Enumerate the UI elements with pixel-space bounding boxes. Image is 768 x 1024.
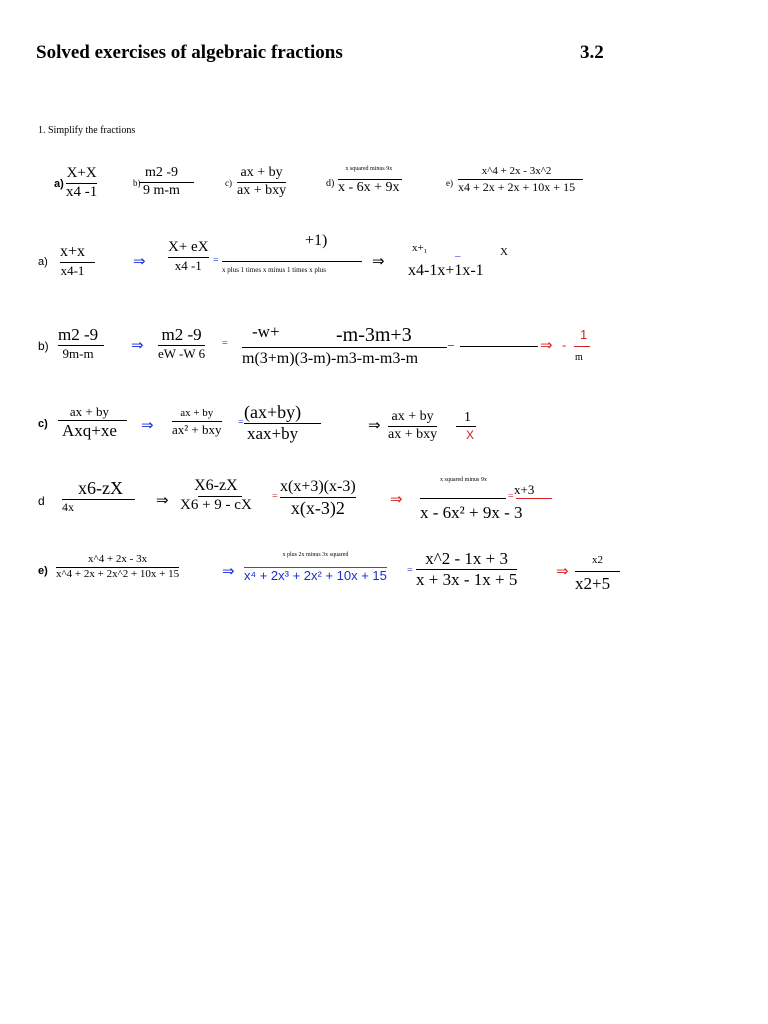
problem-d-fraction xyxy=(338,166,400,196)
solution-d-label: d xyxy=(38,494,45,508)
solution-c-step1 xyxy=(62,405,117,439)
solution-b-dash: – xyxy=(448,337,454,351)
solution-b-equals: = xyxy=(222,338,228,349)
solution-d-step4-bar xyxy=(420,498,506,499)
solution-e-arrow2: ⇒ xyxy=(556,562,569,580)
solution-e-step2 xyxy=(244,552,387,583)
solution-d-step2-numerator: X6-zX xyxy=(194,477,238,494)
solution-d-arrow: ⇒ xyxy=(156,491,169,509)
solution-a-step4-denominator: x4-1x+1x-1 xyxy=(408,262,484,279)
problem-e-fraction xyxy=(458,166,575,193)
solution-e-step1-denominator: x^4 + 2x + 2x^2 + 10x + 15 xyxy=(56,567,180,580)
problem-b-numerator: m2 -9 xyxy=(144,165,178,180)
page-title: Solved exercises of algebraic fractions xyxy=(36,42,343,63)
problem-c-denominator: ax + bxy xyxy=(237,182,287,198)
problem-a-fraction xyxy=(66,166,97,201)
solution-b-label: b) xyxy=(38,339,49,353)
solution-a-dash: – xyxy=(455,250,461,262)
solution-b-result-numerator: 1 xyxy=(580,327,588,342)
problem-d-numerator: x squared minus 9x xyxy=(345,166,393,172)
solution-c-step1-denominator: Axq+xe xyxy=(62,420,117,440)
problem-b-denominator: 9 m-m xyxy=(143,182,180,198)
solution-c-result-bar xyxy=(456,426,476,427)
solution-e-step1-numerator: x^4 + 2x - 3x xyxy=(88,553,148,565)
solution-c-step2-denominator: ax² + bxy xyxy=(172,421,222,437)
solution-d-arrow2: ⇒ xyxy=(390,490,403,508)
solution-b-step2-numerator: m2 -9 xyxy=(161,325,202,344)
solution-e-step2-denominator: x⁴ + 2x³ + 2x² + 10x + 15 xyxy=(244,568,387,584)
instruction: 1. Simplify the fractions xyxy=(38,125,136,136)
solution-b-arrow: ⇒ xyxy=(131,336,144,354)
problem-b-label: b) xyxy=(133,178,141,188)
solution-a-step3-numerator: +1) xyxy=(305,232,328,249)
solution-b-step3-numerator2: -m-3m+3 xyxy=(336,324,412,346)
solution-b-arrow2: ⇒ xyxy=(540,336,553,354)
solution-a-arrow2: ⇒ xyxy=(372,252,385,270)
solution-d-step4-denominator: x - 6x² + 9x - 3 xyxy=(420,503,523,522)
problem-c-numerator: ax + by xyxy=(240,165,283,180)
solution-d-step4-numerator: x squared minus 9x xyxy=(440,477,487,483)
solution-e-result-numerator: x2 xyxy=(592,554,603,566)
problem-a-label: a) xyxy=(54,178,64,190)
solution-c-label: c) xyxy=(38,418,48,430)
solution-b-step3-bar xyxy=(242,347,447,348)
problem-d-label: d) xyxy=(326,178,335,189)
solution-b-step1 xyxy=(58,326,98,360)
solution-b-result-bar xyxy=(574,346,590,347)
solution-a-step4-numerator: x+₁ xyxy=(412,242,428,254)
solution-a-step2-numerator: X+ eX xyxy=(168,239,209,255)
problem-c-fraction xyxy=(237,166,286,198)
solution-e-equals: = xyxy=(407,565,413,576)
solution-d-result-bar xyxy=(516,498,552,499)
solution-e-result-bar xyxy=(575,571,620,572)
solution-b-blank-bar xyxy=(460,346,538,347)
solution-b-step2-denominator: eW -W 6 xyxy=(158,345,206,361)
problem-c-label: c) xyxy=(225,178,232,188)
solution-d-equals: = xyxy=(272,491,278,502)
solution-a-step2-denominator: x4 -1 xyxy=(174,257,202,273)
solution-c-step4-numerator: ax + by xyxy=(391,409,434,424)
solution-e-step3 xyxy=(416,550,517,589)
solution-c-equals: = xyxy=(238,417,244,428)
solution-d-step2 xyxy=(180,478,252,514)
solution-b-minus: - xyxy=(562,337,567,352)
solution-c-step1-numerator: ax + by xyxy=(69,404,110,419)
solution-e-step3-denominator: x + 3x - 1x + 5 xyxy=(416,569,518,589)
solution-b-step3-numerator: -w+ xyxy=(252,322,280,341)
solution-d-step2-denominator: X6 + 9 - cX xyxy=(180,496,252,513)
solution-c-step2 xyxy=(172,408,222,436)
solution-d-step1-numerator: x6-zX xyxy=(78,478,123,498)
solution-c-result-denominator: X xyxy=(466,428,475,442)
solution-c-result-numerator: 1 xyxy=(464,410,471,425)
solution-a-step1-denominator: x4-1 xyxy=(60,262,85,278)
solution-c-arrow2: ⇒ xyxy=(368,416,381,434)
solution-d-equals2: = xyxy=(508,491,514,502)
solution-a-label: a) xyxy=(38,256,48,268)
solution-a-equals: = xyxy=(213,255,219,266)
solution-a-step2 xyxy=(168,240,209,272)
solution-e-result-denominator: x2+5 xyxy=(575,574,611,593)
solution-c-step3-denominator: xax+by xyxy=(247,423,299,443)
solution-d-result-numerator: x+3 xyxy=(514,482,535,497)
problem-e-numerator: x^4 + 2x - 3x^2 xyxy=(481,165,552,177)
solution-a-step1 xyxy=(60,244,85,277)
solution-a-step3-denominator: x plus 1 times x minus 1 times x plus xyxy=(222,266,327,274)
solution-a-step3-bar xyxy=(222,261,362,262)
solution-a-x-mark: X xyxy=(500,246,508,258)
problem-e-denominator: x4 + 2x + 2x + 10x + 15 xyxy=(458,179,576,194)
solution-c-step3-numerator: (ax+by) xyxy=(244,402,302,422)
problem-e-label: e) xyxy=(446,178,453,188)
problem-b-fraction xyxy=(143,166,180,198)
solution-d-step3-denominator: x(x-3)2 xyxy=(290,497,345,518)
solution-e-label: e) xyxy=(38,565,48,577)
solution-d-step3 xyxy=(280,479,356,518)
solution-c-step4-denominator: ax + bxy xyxy=(388,426,438,442)
solution-b-step1-denominator: 9m-m xyxy=(62,345,94,361)
section-number: 3.2 xyxy=(580,42,604,63)
solution-c-step4 xyxy=(388,410,437,442)
solution-d-step1-denominator: 4x xyxy=(62,499,74,514)
solution-d-step3-numerator: x(x+3)(x-3) xyxy=(280,478,356,495)
solution-e-arrow: ⇒ xyxy=(222,562,235,580)
solution-e-step2-numerator: x plus 2x minus 3x squared xyxy=(282,552,349,558)
problem-a-numerator: X+X xyxy=(66,165,97,181)
solution-a-arrow: ⇒ xyxy=(133,252,146,270)
solution-b-step3-denominator: m(3+m)(3-m)-m3-m-m3-m xyxy=(242,350,419,367)
solution-a-step1-numerator: x+x xyxy=(60,243,86,260)
solution-b-step2 xyxy=(158,326,205,360)
solution-e-step1 xyxy=(56,554,179,580)
solution-e-step3-numerator: x^2 - 1x + 3 xyxy=(425,549,509,568)
solution-c-arrow: ⇒ xyxy=(141,416,154,434)
solution-d-step1 xyxy=(62,479,123,513)
solution-b-result-denominator: m xyxy=(575,352,583,363)
problem-d-denominator: x - 6x + 9x xyxy=(338,180,400,196)
solution-c-step2-numerator: ax + by xyxy=(180,407,214,419)
problem-a-denominator: x4 -1 xyxy=(66,183,98,200)
solution-c-step3 xyxy=(244,403,301,443)
solution-b-step1-numerator: m2 -9 xyxy=(58,325,99,344)
